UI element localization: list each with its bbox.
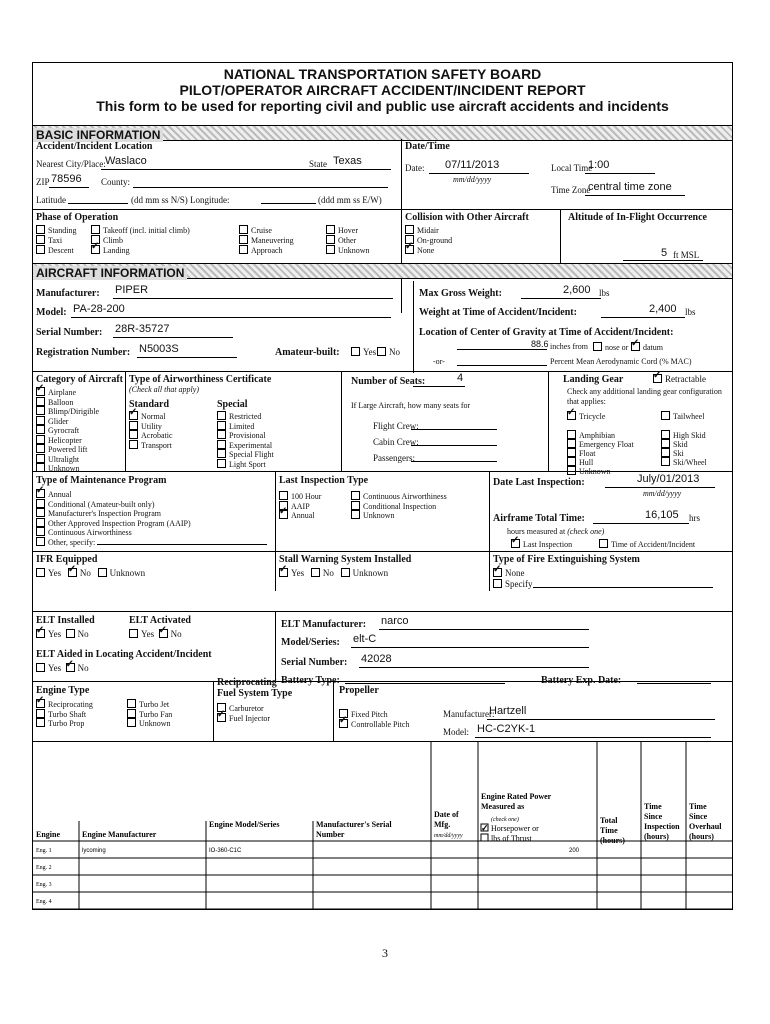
th-total-2: (hours) xyxy=(600,836,625,845)
checkbox[interactable] xyxy=(36,499,45,508)
th-date-1: Mfg. xyxy=(434,820,451,829)
checkbox[interactable] xyxy=(36,489,45,498)
engine-type-heading: Engine Type xyxy=(36,685,90,696)
special-1[interactable]: Limited xyxy=(217,421,254,431)
checkbox[interactable] xyxy=(351,510,360,519)
th-overhaul-0: Time xyxy=(689,802,707,811)
elt-installed-options: ✓Yes No xyxy=(36,629,89,639)
standard-2[interactable]: Acrobatic xyxy=(129,430,173,440)
checkbox[interactable] xyxy=(129,440,138,449)
th-check-one: (check one) xyxy=(491,817,519,823)
elt-mfr-value[interactable]: narco xyxy=(381,615,409,627)
category-8[interactable]: Unknown xyxy=(36,463,80,473)
th-total-0: Total xyxy=(600,816,618,825)
checkbox[interactable] xyxy=(217,713,226,722)
last-inspection-format: mm/dd/yyyy xyxy=(643,489,682,498)
checkbox[interactable] xyxy=(661,457,670,466)
latitude-format: (dd mm ss N/S) Longitude: xyxy=(131,195,230,205)
engine-type-4[interactable]: Turbo Fan xyxy=(127,709,172,719)
checkbox[interactable] xyxy=(217,430,226,439)
checkbox[interactable] xyxy=(36,699,45,708)
engine-table xyxy=(33,741,732,909)
checkbox[interactable] xyxy=(239,245,248,254)
last-inspection-label: Date Last Inspection: xyxy=(493,477,585,488)
engine-type-1[interactable]: Turbo Shaft xyxy=(36,709,86,719)
checkbox[interactable] xyxy=(36,245,45,254)
fire-none[interactable]: ✓None xyxy=(493,568,525,578)
category-2[interactable]: Blimp/Dirigible xyxy=(36,406,99,416)
fuel-0[interactable]: Carburetor xyxy=(217,703,264,713)
page-number: 3 xyxy=(382,946,388,960)
category-7[interactable]: Ultralight xyxy=(36,454,79,464)
location-heading: Accident/Incident Location xyxy=(36,141,153,152)
row-model-0: IO-360-C1C xyxy=(209,848,242,854)
engine-type-0[interactable]: ✓Reciprocating xyxy=(36,699,93,709)
checkbox[interactable] xyxy=(326,245,335,254)
amateur-yes[interactable]: Yes xyxy=(351,347,376,357)
fire-specify[interactable]: Specify xyxy=(493,579,533,589)
checkbox[interactable] xyxy=(36,235,45,244)
maintenance-4[interactable]: Continuous Airworthiness xyxy=(36,527,132,537)
city-value[interactable]: Waslaco xyxy=(105,155,147,167)
prop-mfr-value[interactable]: Hartzell xyxy=(489,705,527,717)
phase-3[interactable]: Hover xyxy=(326,225,358,235)
date-format: mm/dd/yyyy xyxy=(453,175,492,184)
category-1[interactable]: Balloon xyxy=(36,397,73,407)
phase-11[interactable]: Unknown xyxy=(326,245,370,255)
gear-right-2[interactable]: Skid xyxy=(661,439,688,449)
fire-heading: Type of Fire Extinguishing System xyxy=(493,554,640,565)
gear-left-4[interactable]: Hull xyxy=(567,457,593,467)
checkbox[interactable] xyxy=(36,454,45,463)
phase-6[interactable]: Maneuvering xyxy=(239,235,294,245)
propeller-heading: Propeller xyxy=(339,685,379,696)
elt-activated-options: Yes ✓ No xyxy=(129,629,182,639)
elt-aided-heading: ELT Aided in Locating Accident/Incident xyxy=(36,649,212,660)
checkbox[interactable] xyxy=(405,225,414,234)
maintenance-3[interactable]: Other Approved Inspection Program (AAIP) xyxy=(36,518,191,528)
stall-heading: Stall Warning System Installed xyxy=(279,554,412,565)
checkbox[interactable] xyxy=(239,235,248,244)
gear-note: Check any additional landing gear configuration that applies: xyxy=(567,387,722,406)
aircraft-info-band: AIRCRAFT INFORMATION xyxy=(33,263,732,279)
form-title: PILOT/OPERATOR AIRCRAFT ACCIDENT/INCIDENT REPORT xyxy=(179,82,586,98)
maintenance-5[interactable]: Other, specify: xyxy=(36,537,95,547)
stall-options: ✓Yes No Unknown xyxy=(279,568,388,578)
checkbox[interactable] xyxy=(36,416,45,425)
inspection-0[interactable]: 100 Hour xyxy=(279,491,321,501)
timezone-label: Time Zone xyxy=(551,185,591,195)
elt-mfr-label: ELT Manufacturer: xyxy=(281,619,367,630)
th-manufacturer-0: Engine Manufacturer xyxy=(82,830,157,839)
th-total-1: Time xyxy=(600,826,618,835)
gear-right-3[interactable]: Ski xyxy=(661,448,684,458)
thrust-checkbox xyxy=(481,834,488,841)
collision-2[interactable]: ✓None xyxy=(405,245,434,255)
cg-datum[interactable]: ✓ datum xyxy=(631,342,663,352)
weight-unit: lbs xyxy=(685,307,696,317)
date-label: Date: xyxy=(405,163,425,173)
measured-label: hours measured at (check one) xyxy=(507,527,605,536)
checkbox[interactable] xyxy=(36,463,45,472)
elt-installed-heading: ELT Installed xyxy=(36,615,95,626)
cg-inches: inches from xyxy=(550,342,588,351)
checkbox[interactable] xyxy=(661,439,670,448)
cg-label: Location of Center of Gravity at Time of Accident/Incident: xyxy=(419,327,674,338)
collision-1[interactable]: On-ground xyxy=(405,235,452,245)
prop-mfr-label: Manufacturer: xyxy=(443,709,495,719)
collision-heading: Collision with Other Aircraft xyxy=(405,212,529,223)
gear-left-1[interactable]: Amphibian xyxy=(567,430,615,440)
report-form xyxy=(32,62,733,910)
th-serial-0: Manufacturer's Serial xyxy=(316,820,392,829)
manufacturer-value[interactable]: PIPER xyxy=(115,284,149,296)
phase-10[interactable]: Approach xyxy=(239,245,283,255)
timezone-value[interactable]: central time zone xyxy=(588,181,672,193)
seats-value[interactable]: 4 xyxy=(457,372,464,384)
registration-label: Registration Number: xyxy=(36,347,131,358)
checkbox[interactable] xyxy=(36,709,45,718)
checkbox[interactable] xyxy=(36,225,45,234)
phase-5[interactable]: Climb xyxy=(91,235,123,245)
category-4[interactable]: Gyrocraft xyxy=(36,425,79,435)
special-0[interactable]: Restricted xyxy=(217,411,261,421)
checkbox[interactable] xyxy=(91,225,100,234)
hp-check: ✓ xyxy=(481,823,489,833)
gear-heading: Landing Gear xyxy=(563,374,624,385)
cg-mac: Percent Mean Aerodynamic Cord (% MAC) xyxy=(550,357,692,366)
ifr-options: Yes ✓ No Unknown xyxy=(36,568,145,578)
cg-or: -or- xyxy=(433,357,445,366)
prop-model-label: Model: xyxy=(443,727,469,737)
inspection-heading: Last Inspection Type xyxy=(279,475,369,486)
row-mfr-0: lycoming xyxy=(82,848,106,854)
checkbox[interactable] xyxy=(567,411,576,420)
row-engine-0: Eng. 1 xyxy=(36,848,52,854)
fuel-1[interactable]: ✓Fuel Injector xyxy=(217,713,270,723)
checkbox[interactable] xyxy=(129,421,138,430)
last-inspection-value[interactable]: July/01/2013 xyxy=(637,473,700,485)
serial-value[interactable]: 28R-35727 xyxy=(115,323,170,335)
altitude-heading: Altitude of In-Flight Occurrence xyxy=(568,212,707,223)
gear-left-5[interactable]: Unknown xyxy=(567,466,611,476)
weight-value[interactable]: 2,400 xyxy=(649,303,677,315)
cg-value[interactable]: 88.6 xyxy=(531,339,549,349)
phase-2[interactable]: Cruise xyxy=(239,225,272,235)
gear-right-1[interactable]: High Skid xyxy=(661,430,706,440)
th-overhaul-2: Overhaul xyxy=(689,822,722,831)
amateur-no[interactable]: No xyxy=(377,347,400,357)
engine-type-2[interactable]: Turbo Prop xyxy=(36,718,84,728)
th-overhaul-1: Since xyxy=(689,812,708,821)
elt-serial-value[interactable]: 42028 xyxy=(361,653,392,665)
category-3[interactable]: Glider xyxy=(36,416,68,426)
row-engine-2: Eng. 3 xyxy=(36,882,52,888)
special-3[interactable]: Experimental xyxy=(217,440,272,450)
th-serial-1: Number xyxy=(316,830,345,839)
city-label: Nearest City/Place: xyxy=(36,159,106,169)
time-value[interactable]: 1:00 xyxy=(588,159,610,171)
registration-value[interactable]: N5003S xyxy=(139,343,179,355)
fuel-system-heading: Reciprocating Fuel System Type xyxy=(217,677,293,699)
manufacturer-label: Manufacturer: xyxy=(36,288,100,299)
th-since-insp-3: (hours) xyxy=(644,832,669,841)
category-0[interactable]: ✓Airplane xyxy=(36,387,76,397)
passengers-label: Passengers: xyxy=(373,453,415,463)
weight-label: Weight at Time of Accident/Incident: xyxy=(419,307,577,318)
gear-right-4[interactable]: Ski/Wheel xyxy=(661,457,707,467)
elt-aided-options: Yes ✓ No xyxy=(36,663,89,673)
engine-type-3[interactable]: Turbo Jet xyxy=(127,699,169,709)
checkbox[interactable] xyxy=(36,537,45,546)
th-since-insp-2: Inspection xyxy=(644,822,680,831)
latitude-label: Latitude xyxy=(36,195,66,205)
hp-label: Horsepower or xyxy=(491,824,539,833)
time-label: Local Time xyxy=(551,163,593,173)
phase-7[interactable]: Other xyxy=(326,235,356,245)
maintenance-0[interactable]: ✓Annual xyxy=(36,489,72,499)
max-gross-value[interactable]: 2,600 xyxy=(563,284,591,296)
state-label: State xyxy=(309,159,327,169)
category-heading: Category of Aircraft xyxy=(36,374,124,385)
standard-1[interactable]: Utility xyxy=(129,421,162,431)
model-label: Model: xyxy=(36,307,67,318)
standard-0[interactable]: ✓Normal xyxy=(129,411,165,421)
checkbox[interactable] xyxy=(239,225,248,234)
checkbox[interactable] xyxy=(91,245,100,254)
special-heading: Special xyxy=(217,399,248,410)
max-gross-label: Max Gross Weight: xyxy=(419,288,502,299)
date-value[interactable]: 07/11/2013 xyxy=(445,159,500,171)
checkbox[interactable] xyxy=(217,411,226,420)
checkbox[interactable] xyxy=(217,449,226,458)
gear-left-3[interactable]: Float xyxy=(567,448,595,458)
cabin-crew-label: Cabin Crew: xyxy=(373,437,419,447)
inspection-2[interactable]: ✓Annual xyxy=(279,510,315,520)
checkbox[interactable] xyxy=(36,508,45,517)
phase-4[interactable]: Taxi xyxy=(36,235,62,245)
battery-exp-label: Battery Exp. Date: xyxy=(541,675,622,686)
phase-8[interactable]: Descent xyxy=(36,245,74,255)
zip-value[interactable]: 78596 xyxy=(51,173,82,185)
airworthiness-heading: Type of Airworthiness Certificate xyxy=(129,374,272,385)
cg-nose[interactable]: nose or xyxy=(593,342,628,352)
prop-model-value[interactable]: HC-C2YK-1 xyxy=(477,723,536,735)
max-gross-unit: lbs xyxy=(599,288,610,298)
flight-crew-label: Flight Crew: xyxy=(373,421,419,431)
th-overhaul-3: (hours) xyxy=(689,832,714,841)
gear-retractable[interactable]: ✓ Retractable xyxy=(653,374,706,384)
checkbox[interactable] xyxy=(36,718,45,727)
serial-label: Serial Number: xyxy=(36,327,103,338)
checkbox[interactable] xyxy=(405,245,414,254)
checkbox[interactable] xyxy=(36,397,45,406)
th-power-1: Measured as xyxy=(481,802,525,811)
checkbox[interactable] xyxy=(351,491,360,500)
model-value[interactable]: PA-28-200 xyxy=(73,303,125,315)
checkbox[interactable] xyxy=(217,421,226,430)
airworthiness-note: (Check all that apply) xyxy=(129,385,199,394)
elt-model-label: Model/Series: xyxy=(281,637,340,648)
engine-type-5[interactable]: Unknown xyxy=(127,718,171,728)
inspection-1[interactable]: AAIP xyxy=(279,501,310,511)
inspection-4[interactable]: Conditional Inspection xyxy=(351,501,436,511)
seats-large: If Large Aircraft, how many seats for xyxy=(351,401,471,410)
th-since-insp-1: Since xyxy=(644,812,663,821)
category-5[interactable]: Helicopter xyxy=(36,435,82,445)
row-engine-3: Eng. 4 xyxy=(36,899,52,905)
checkbox[interactable] xyxy=(217,459,226,468)
maintenance-1[interactable]: Conditional (Amateur-built only) xyxy=(36,499,155,509)
amateur-label: Amateur-built: xyxy=(275,347,340,358)
th-engine-0: Engine xyxy=(36,830,61,839)
checkbox[interactable] xyxy=(661,448,670,457)
battery-type-label: Battery Type: xyxy=(281,675,340,686)
seats-label: Number of Seats: xyxy=(351,376,426,387)
gear-right-0[interactable]: Tailwheel xyxy=(661,411,704,421)
phase-0[interactable]: Standing xyxy=(36,225,76,235)
gear-left-2[interactable]: Emergency Float xyxy=(567,439,634,449)
phase-heading: Phase of Operation xyxy=(36,212,119,223)
maintenance-heading: Type of Maintenance Program xyxy=(36,475,167,486)
checkbox[interactable] xyxy=(127,718,136,727)
longitude-format: (ddd mm ss E/W) xyxy=(318,195,382,205)
checkbox[interactable] xyxy=(661,430,670,439)
standard-3[interactable]: Transport xyxy=(129,440,172,450)
inspection-3[interactable]: Continuous Airworthiness xyxy=(351,491,447,501)
checkbox[interactable] xyxy=(36,444,45,453)
standard-heading: Standard xyxy=(129,399,170,410)
state-value[interactable]: Texas xyxy=(333,155,362,167)
checkbox[interactable] xyxy=(127,709,136,718)
checkbox[interactable] xyxy=(36,406,45,415)
phase-9[interactable]: ✓ Landing xyxy=(91,245,130,255)
agency-title: NATIONAL TRANSPORTATION SAFETY BOARD xyxy=(223,66,542,82)
checkbox[interactable] xyxy=(36,518,45,527)
checkbox[interactable] xyxy=(36,387,45,396)
th-date-format: mm/dd/yyyy xyxy=(434,833,463,839)
checkbox[interactable] xyxy=(279,510,288,519)
th-since-insp-0: Time xyxy=(644,802,662,811)
zip-label: ZIP xyxy=(36,177,50,187)
form-subtitle: This form to be used for reporting civil and public use aircraft accidents and incidents xyxy=(96,98,669,114)
checkbox[interactable] xyxy=(661,411,670,420)
measured-time-accident[interactable]: Time of Accident/Incident xyxy=(599,539,695,549)
checkbox[interactable] xyxy=(339,719,348,728)
prop-0[interactable]: Fixed Pitch xyxy=(339,709,388,719)
special-5[interactable]: Light Sport xyxy=(217,459,266,469)
checkbox[interactable] xyxy=(326,235,335,244)
special-4[interactable]: Special Flight xyxy=(217,449,274,459)
checkbox[interactable] xyxy=(217,440,226,449)
county-label: County: xyxy=(101,177,131,187)
airframe-unit: hrs xyxy=(689,513,700,523)
checkbox[interactable] xyxy=(36,425,45,434)
collision-0[interactable]: Midair xyxy=(405,225,439,235)
checkbox[interactable] xyxy=(279,491,288,500)
airframe-value[interactable]: 16,105 xyxy=(645,509,679,521)
gear-left-0[interactable]: ✓Tricycle xyxy=(567,411,605,421)
elt-serial-label: Serial Number: xyxy=(281,657,348,668)
th-power-0: Engine Rated Power xyxy=(481,792,552,801)
row-engine-1: Eng. 2 xyxy=(36,865,52,871)
phase-1[interactable]: Takeoff (incl. initial climb) xyxy=(91,225,190,235)
maintenance-2[interactable]: Manufacturer's Inspection Program xyxy=(36,508,161,518)
category-6[interactable]: Powered lift xyxy=(36,444,87,454)
checkbox[interactable] xyxy=(36,435,45,444)
elt-activated-heading: ELT Activated xyxy=(129,615,191,626)
checkbox[interactable] xyxy=(567,448,576,457)
basic-info-band: BASIC INFORMATION xyxy=(33,125,732,141)
th-date-0: Date of xyxy=(434,810,459,819)
datetime-heading: Date/Time xyxy=(405,141,450,152)
th-model-0: Engine Model/Series xyxy=(209,820,280,829)
checkbox[interactable] xyxy=(567,466,576,475)
checkbox[interactable] xyxy=(567,457,576,466)
ifr-heading: IFR Equipped xyxy=(36,554,98,565)
row-power-0: 200 xyxy=(569,848,580,854)
prop-1[interactable]: ✓Controllable Pitch xyxy=(339,719,409,729)
checkbox[interactable] xyxy=(326,225,335,234)
airframe-label: Airframe Total Time: xyxy=(493,513,585,524)
checkbox[interactable] xyxy=(129,411,138,420)
checkbox[interactable] xyxy=(567,430,576,439)
checkbox[interactable] xyxy=(351,501,360,510)
checkbox[interactable] xyxy=(129,430,138,439)
checkbox[interactable] xyxy=(127,699,136,708)
elt-model-value[interactable]: elt-C xyxy=(353,633,377,645)
measured-last-inspection[interactable]: ✓Last Inspection xyxy=(511,539,572,549)
special-2[interactable]: Provisional xyxy=(217,430,265,440)
checkbox[interactable] xyxy=(36,527,45,536)
inspection-5[interactable]: Unknown xyxy=(351,510,395,520)
altitude-unit: ft MSL xyxy=(673,250,700,260)
altitude-value[interactable]: 5 xyxy=(661,247,668,259)
thrust-label: lbs of Thrust xyxy=(491,834,532,843)
checkbox[interactable] xyxy=(567,439,576,448)
